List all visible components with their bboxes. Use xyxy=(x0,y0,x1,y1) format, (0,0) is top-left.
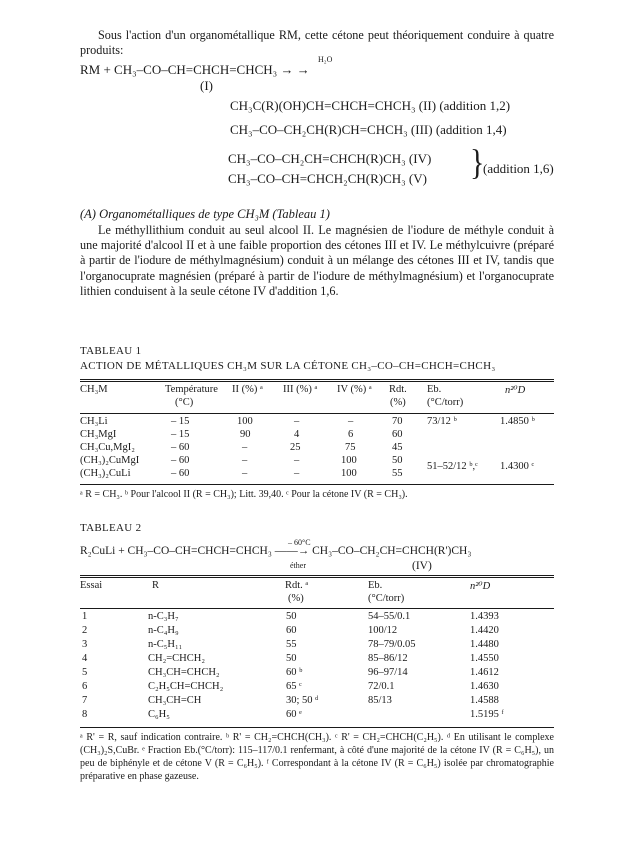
table1-header-temp: Température xyxy=(165,384,218,395)
table1-label: TABLEAU 1 xyxy=(80,345,142,357)
table1-row1-rdt: 70 xyxy=(392,416,403,427)
reaction-reagent: H₂O xyxy=(318,55,333,64)
table2-row5-rdt: 60 ᵇ xyxy=(286,667,303,678)
table1-header-eb-unit: (°C/torr) xyxy=(427,397,464,408)
table1-row3-temp: – 60 xyxy=(171,442,190,453)
table1-row4-reagent: (CH₃)₂CuMgI xyxy=(80,455,140,466)
table1-row2-reagent: CH₃MgI xyxy=(80,429,117,440)
table1-row1-iii: – xyxy=(294,416,300,427)
reaction-equation: RM + CH₃–CO–CH=CHCH=CHCH₃ → → xyxy=(80,62,310,77)
product-v: CH₃–CO–CH=CHCH₂CH(R)CH₃ (V) xyxy=(228,171,427,186)
addition-16-label: (addition 1,6) xyxy=(483,161,554,176)
product-iii: CH₃–CO–CH₂CH(R)CH=CHCH₃ (III) (addition 1,4) xyxy=(230,122,507,137)
table2-label: TABLEAU 2 xyxy=(80,522,142,534)
table2-header-rule xyxy=(80,608,554,609)
table2-row8-n: 1.5195 ᶠ xyxy=(470,709,504,720)
table1-header-ii: II (%) ᵃ xyxy=(232,384,263,395)
table2-row6-n: 1.4630 xyxy=(470,681,499,692)
table1-row5-reagent: (CH₃)₂CuLi xyxy=(80,468,131,479)
table1-row4-iii: – xyxy=(294,455,300,466)
table2-equation: R₂CuLi + CH₃–CO–CH=CHCH=CHCH₃ ——→ CH₃–CO–CH₂CH=CHCH(R')CH₃ xyxy=(80,545,472,557)
table1-header-eb: Eb. xyxy=(427,384,442,395)
table2-condition-solvent: éther xyxy=(290,561,306,570)
table1-merged-n: 1.4300 ᶜ xyxy=(500,461,535,472)
table2-row6-eb: 72/0.1 xyxy=(368,681,395,692)
table2-row6-essai: 6 xyxy=(82,681,88,692)
table1-header-n: n²⁰D xyxy=(505,385,526,396)
table2-header-r: R xyxy=(152,580,160,591)
table1-header-temp-unit: (°C) xyxy=(175,397,194,408)
table2-row6-rdt: 65 ᶜ xyxy=(286,681,302,692)
table2-row3-n: 1.4480 xyxy=(470,639,499,650)
table1-row3-iii: 25 xyxy=(290,442,301,453)
table2-condition-temp: – 60°C xyxy=(288,538,311,547)
table1-row2-ii: 90 xyxy=(240,429,251,440)
table2-top-rule xyxy=(80,575,554,576)
table1-row2-temp: – 15 xyxy=(171,429,190,440)
table2-row2-n: 1.4420 xyxy=(470,625,499,636)
table1-row3-ii: – xyxy=(242,442,248,453)
table1-row3-reagent: CH₃Cu,MgI₂ xyxy=(80,442,135,453)
table1-header-rdt-unit: (%) xyxy=(390,397,406,408)
table2-row4-eb: 85–86/12 xyxy=(368,653,408,664)
table1-row2-iv: 6 xyxy=(348,429,354,440)
table1-title: ACTION DE MÉTALLIQUES CH₃M SUR LA CÉTONE CH₃–CO–CH=CHCH=CHCH₃ xyxy=(80,360,496,372)
table1-row3-rdt: 45 xyxy=(392,442,403,453)
table1-header-iv: IV (%) ᵃ xyxy=(337,384,372,395)
table2-row1-r: n-C₃H₇ xyxy=(148,611,179,622)
table1-row5-iv: 100 xyxy=(341,468,357,479)
table1-row5-rdt: 55 xyxy=(392,468,403,479)
table2-row7-eb: 85/13 xyxy=(368,695,392,706)
table1-header-reagent: CH₃M xyxy=(80,384,108,395)
table1-bottom-rule xyxy=(80,484,554,485)
table2-row2-essai: 2 xyxy=(82,625,88,636)
table2-header-essai: Essai xyxy=(80,580,103,591)
table1-row2-iii: 4 xyxy=(294,429,300,440)
table1-row1-eb: 73/12 ᵇ xyxy=(427,416,457,427)
intro-paragraph: Sous l'action d'un organométallique RM, cette cétone peut théoriquement conduire à quatre produits: xyxy=(80,28,554,58)
table2-row3-eb: 78–79/0.05 xyxy=(368,639,416,650)
table1-row1-temp: – 15 xyxy=(171,416,190,427)
table2-row4-essai: 4 xyxy=(82,653,88,664)
section-a-title: (A) Organométalliques de type CH₃M (Tableau 1) xyxy=(80,207,330,221)
table2-row5-n: 1.4612 xyxy=(470,667,499,678)
table2-row4-n: 1.4550 xyxy=(470,653,499,664)
table2-row5-essai: 5 xyxy=(82,667,88,678)
table2-row6-r: C₂H₅CH=CHCH₂ xyxy=(148,681,224,692)
table2-row1-essai: 1 xyxy=(82,611,88,622)
table2-row7-rdt: 30; 50 ᵈ xyxy=(286,695,319,706)
table2-product-label: (IV) xyxy=(412,560,432,572)
table2-row8-r: C₆H₅ xyxy=(148,709,170,720)
table2-row4-r: CH₂=CHCH₂ xyxy=(148,653,206,664)
table1-row1-iv: – xyxy=(348,416,354,427)
table2-row2-eb: 100/12 xyxy=(368,625,398,636)
table1-row5-temp: – 60 xyxy=(171,468,190,479)
table2-row8-essai: 8 xyxy=(82,709,88,720)
table2-row5-eb: 96–97/14 xyxy=(368,667,408,678)
table2-bottom-rule xyxy=(80,727,554,728)
product-iv: CH₃–CO–CH₂CH=CHCH(R)CH₃ (IV) xyxy=(228,151,432,166)
table2-row3-r: n-C₅H₁₁ xyxy=(148,639,183,650)
table2-footnote: ᵃ R' = R, sauf indication contraire. ᵇ R' = CH₂=CHCH(CH₃). ᶜ R' = CH₂=CHCH(C₂H₅). ᵈ En utilisant le complexe (CH₃)₂S,CuBr. ᵉ Fraction Eb.(°C/torr): 115–117/0.1 renfermant, à côté d'une majorité de la cétone IV (R = C₆H₅), un peu de biphényle et de cétone V (R = C₆H₅). ᶠ Correspondant à la cétone IV (R = C₆H₅) isolée par chromatographie préparative en phase gazeuse. xyxy=(80,732,554,782)
table2-row5-r: CH₃CH=CHCH₂ xyxy=(148,667,220,678)
table2-header-rdt-unit: (%) xyxy=(288,593,304,604)
table2-header-eb: Eb. xyxy=(368,580,383,591)
table2-header-n: n²⁰D xyxy=(470,581,491,592)
table2-row7-essai: 7 xyxy=(82,695,88,706)
table2-row8-rdt: 60 ᵉ xyxy=(286,709,302,720)
table2-row1-n: 1.4393 xyxy=(470,611,499,622)
table2-header-eb-unit: (°C/torr) xyxy=(368,593,405,604)
table1-row5-ii: – xyxy=(242,468,248,479)
table1-row1-ii: 100 xyxy=(237,416,253,427)
table1-top-rule-2 xyxy=(80,381,554,382)
table1-row3-iv: 75 xyxy=(345,442,356,453)
table2-row4-rdt: 50 xyxy=(286,653,297,664)
table2-row7-n: 1.4588 xyxy=(470,695,499,706)
table1-row4-temp: – 60 xyxy=(171,455,190,466)
product-brace: } xyxy=(470,142,485,183)
table1-header-iii: III (%) ᵃ xyxy=(283,384,318,395)
table2-header-rdt: Rdt. ᵃ xyxy=(285,580,309,591)
table2-row3-essai: 3 xyxy=(82,639,88,650)
table1-row4-ii: – xyxy=(242,455,248,466)
section-a-paragraph: Le méthyllithium conduit au seul alcool II. Le magnésien de l'iodure de méthyle conduit à une majorité d'alcool II et à une faible proportion des cétones III et IV. Le méthylcuivre (préparé à partir de l'iodure de méthylmagnésium) conduit à un mélange des cétones III et IV, tandis que l'organocuprate magnésien (préparé à partir de l'iodure de méthylmagnésium) et l'organocuprate lithien conduisent à la seule cétone IV d'addition 1,6. xyxy=(80,223,554,298)
table2-row1-rdt: 50 xyxy=(286,611,297,622)
table1-row1-n: 1.4850 ᵇ xyxy=(500,416,535,427)
table2-top-rule-2 xyxy=(80,577,554,578)
table1-row5-iii: – xyxy=(294,468,300,479)
table1-row4-rdt: 50 xyxy=(392,455,403,466)
table1-merged-eb: 51–52/12 ᵇ,ᶜ xyxy=(427,461,478,472)
table2-row2-rdt: 60 xyxy=(286,625,297,636)
table1-row2-rdt: 60 xyxy=(392,429,403,440)
table1-top-rule xyxy=(80,379,554,380)
reaction-label: (I) xyxy=(200,78,213,93)
table2-row7-r: CH₃CH=CH xyxy=(148,695,202,706)
table1-header-rdt: Rdt. xyxy=(389,384,407,395)
table1-footnote: ᵃ R = CH₃. ᵇ Pour l'alcool II (R = CH₃); Litt. 39,40. ᶜ Pour la cétone IV (R = CH₃). xyxy=(80,489,408,500)
table1-header-rule xyxy=(80,413,554,414)
table1-row1-reagent: CH₃Li xyxy=(80,416,108,427)
product-ii: CH₃C(R)(OH)CH=CHCH=CHCH₃ (II) (addition 1,2) xyxy=(230,98,511,113)
table2-row3-rdt: 55 xyxy=(286,639,297,650)
table2-row1-eb: 54–55/0.1 xyxy=(368,611,411,622)
table2-row2-r: n-C₄H₉ xyxy=(148,625,179,636)
table1-row4-iv: 100 xyxy=(341,455,357,466)
